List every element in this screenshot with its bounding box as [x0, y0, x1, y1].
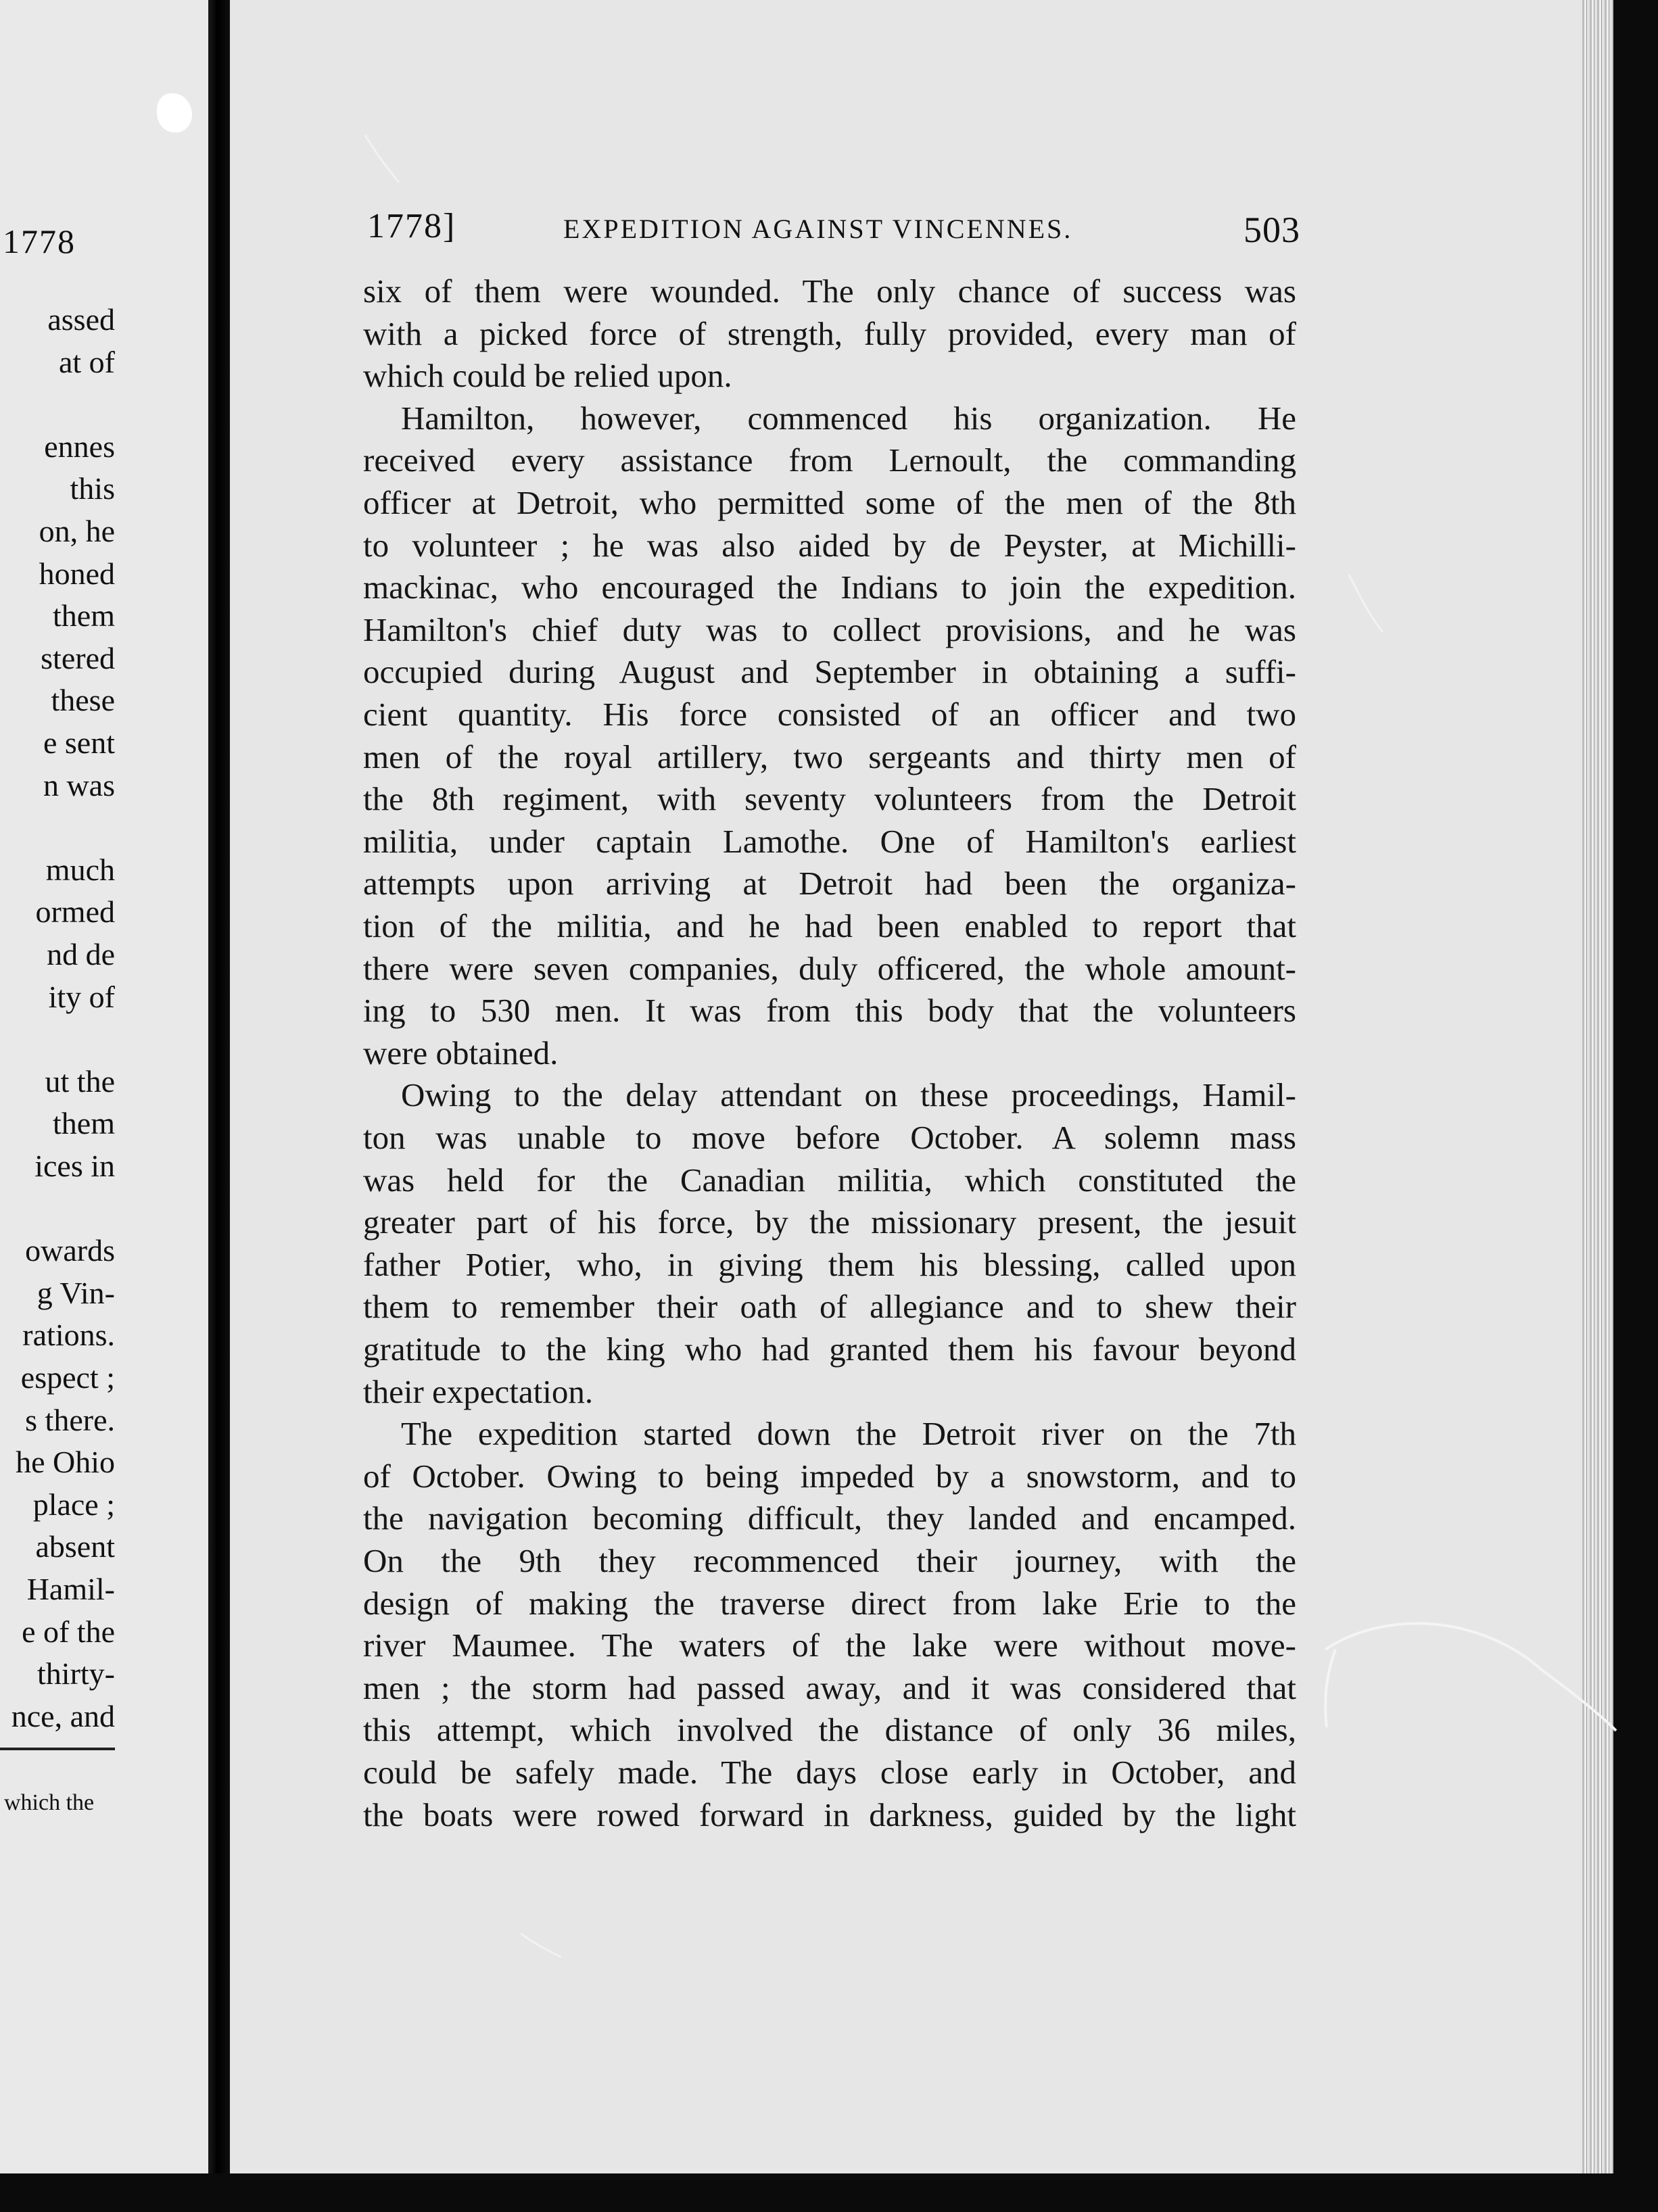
text-line: father Potier, who, in giving them his blessing, called upon [363, 1245, 1296, 1283]
text-line: which could be relied upon. [363, 357, 732, 395]
page-edges [1582, 0, 1613, 2184]
text-line: greater part of his force, by the missionary present, the jesuit [363, 1203, 1296, 1241]
previous-page-line: e sent [43, 725, 115, 760]
previous-page-line: honed [39, 556, 115, 591]
text-line: was held for the Canadian militia, which constituted the [363, 1161, 1296, 1199]
previous-page-line: much [45, 852, 115, 887]
scan-border [0, 2173, 1658, 2212]
text-line: design of making the traverse direct from lake Erie to the [363, 1584, 1296, 1622]
page-number: 503 [1244, 210, 1300, 250]
previous-page-year: 1778 [3, 222, 76, 260]
text-line: men ; the storm had passed away, and it was considered that [363, 1668, 1296, 1706]
text-line: were obtained. [363, 1034, 559, 1072]
previous-page-line: s there. [25, 1402, 115, 1437]
text-line: their expectation. [363, 1372, 594, 1410]
footnote-rule [0, 1748, 115, 1750]
text-line: attempts upon arriving at Detroit had been the organiza- [363, 865, 1296, 903]
previous-page [0, 0, 208, 2173]
previous-page-line: at of [58, 344, 115, 379]
text-line: tion of the militia, and he had been enabled to report that [363, 907, 1296, 944]
previous-page-line: nce, and [11, 1698, 115, 1733]
previous-page-line: place ; [32, 1487, 115, 1522]
text-line: the navigation becoming difficult, they landed and encamped. [363, 1499, 1296, 1537]
previous-page-line: ity of [48, 979, 115, 1014]
previous-page-line: he Ohio [16, 1445, 115, 1480]
previous-page-line: ennes [44, 429, 115, 464]
text-line: officer at Detroit, who permitted some of the men of the 8th [363, 484, 1296, 521]
previous-page-line: them [53, 1106, 115, 1141]
book-gutter [208, 0, 231, 2173]
previous-page-line: ut the [45, 1063, 115, 1099]
previous-page-line: ices in [34, 1149, 115, 1183]
text-line: of October. Owing to being impeded by a snowstorm, and to [363, 1457, 1296, 1495]
text-line: gratitude to the king who had granted them his favour beyond [363, 1330, 1296, 1368]
text-line: ing to 530 men. It was from this body that the volunteers [363, 992, 1296, 1030]
running-head [367, 206, 1300, 254]
previous-page-footnote: which the [4, 1790, 95, 1815]
text-line: Owing to the delay attendant on these proceedings, Hamil- [401, 1076, 1296, 1114]
text-line: Hamilton's chief duty was to collect provisions, and he was [363, 610, 1296, 648]
text-line: Hamilton, however, commenced his organization. He [401, 399, 1296, 437]
text-line: could be safely made. The days close early in October, and [363, 1754, 1296, 1791]
previous-page-line: assed [47, 302, 115, 337]
previous-page-line: ormed [35, 894, 115, 930]
text-line: to volunteer ; he was also aided by de Peyster, at Michilli- [363, 526, 1296, 564]
previous-page-line: stered [41, 640, 115, 675]
text-line: On the 9th they recommenced their journey, with the [363, 1542, 1296, 1579]
text-line: this attempt, which involved the distance of only 36 miles, [363, 1711, 1296, 1749]
previous-page-line: these [51, 683, 115, 718]
previous-page-line: nd de [47, 937, 115, 971]
previous-page-line: this [70, 471, 115, 506]
text-line: mackinac, who encouraged the Indians to join the expedition. [363, 569, 1296, 606]
text-line: occupied during August and September in obtaining a suffi- [363, 653, 1296, 691]
previous-page-line: them [53, 598, 115, 633]
text-line: the boats were rowed forward in darkness, guided by the light [363, 1796, 1296, 1833]
previous-page-line: owards [25, 1233, 115, 1268]
previous-page-line: absent [35, 1529, 115, 1564]
text-line: river Maumee. The waters of the lake were without move- [363, 1627, 1296, 1664]
previous-page-line: espect ; [20, 1360, 115, 1395]
text-line: men of the royal artillery, two sergeants and thirty men of [363, 738, 1296, 775]
previous-page-line: thirty- [37, 1656, 115, 1691]
text-line: six of them were wounded. The only chance of success was [363, 272, 1296, 310]
previous-page-line: n was [43, 767, 115, 802]
text-line: the 8th regiment, with seventy volunteers from the Detroit [363, 780, 1296, 818]
text-line: ton was unable to move before October. A solemn mass [363, 1119, 1296, 1156]
previous-page-line: Hamil- [26, 1572, 115, 1606]
text-line: there were seven companies, duly officered, the whole amount- [363, 949, 1296, 987]
text-line: them to remember their oath of allegiance and to shew their [363, 1288, 1296, 1326]
previous-page-line: e of the [22, 1614, 115, 1649]
running-head-year: 1778] [367, 207, 456, 245]
text-line: militia, under captain Lamothe. One of Hamilton's earliest [363, 822, 1296, 860]
text-line: The expedition started down the Detroit river on the 7th [401, 1415, 1296, 1453]
previous-page-line: rations. [22, 1318, 115, 1353]
previous-page-line: on, he [39, 514, 115, 548]
text-line: received every assistance from Lernoult, the commanding [363, 441, 1296, 479]
previous-page-text [0, 0, 208, 2173]
text-line: with a picked force of strength, fully provided, every man of [363, 314, 1296, 352]
running-head-title: EXPEDITION AGAINST VINCENNES. [563, 214, 1073, 244]
previous-page-line: g Vin- [37, 1275, 115, 1310]
text-line: cient quantity. His force consisted of an officer and two [363, 696, 1296, 733]
